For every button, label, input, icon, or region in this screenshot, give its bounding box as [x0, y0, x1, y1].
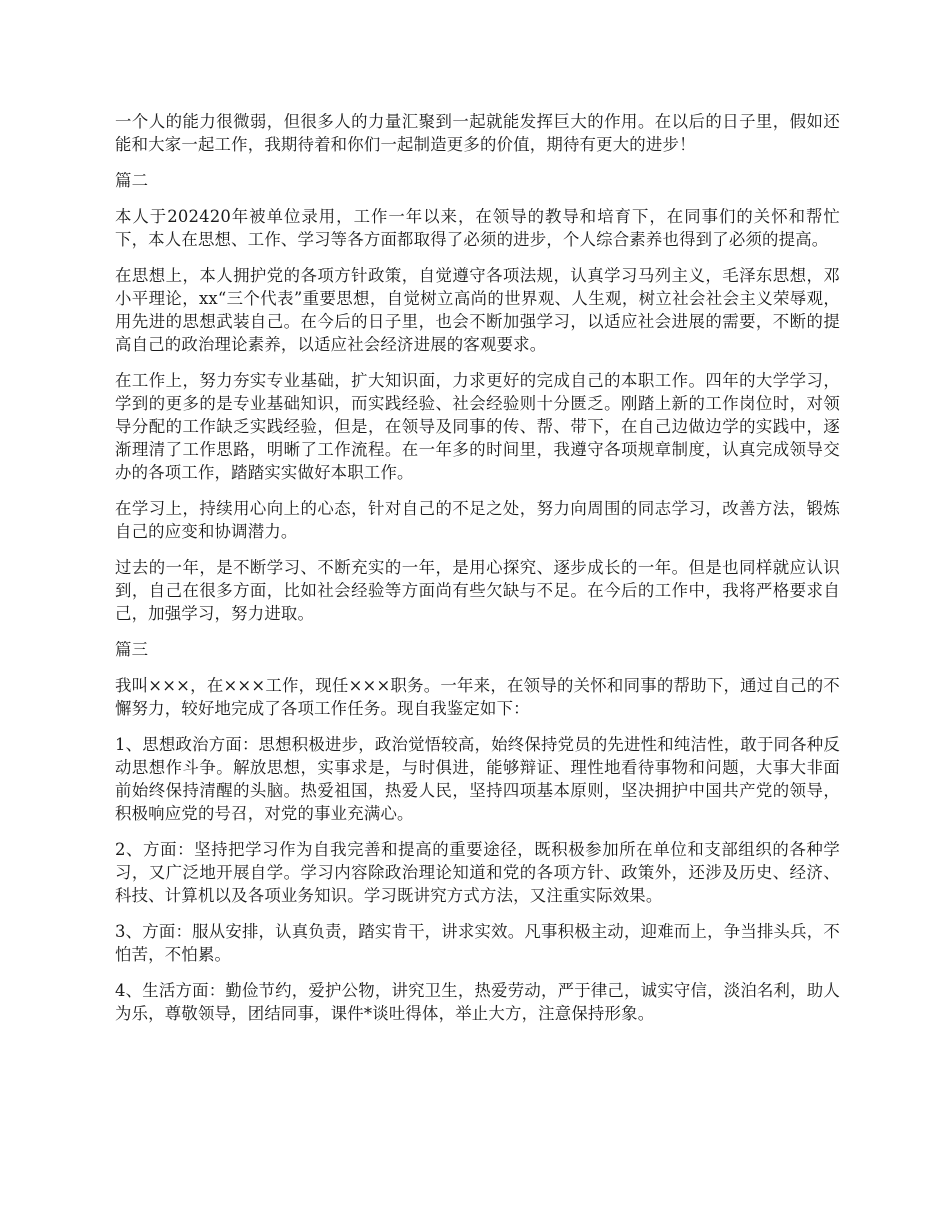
section-heading-part-three: 篇三	[115, 640, 149, 659]
document-body	[115, 110, 840, 1038]
paragraph-work: 在工作上，努力夯实专业基础，扩大知识面，力求更好的完成自己的本职工作。四年的大学学习，学到的更多的是专业基础知识，而实践经验、社会经验则十分匮乏。刚踏上新的工作岗位时，对领导分配的工作缺乏实践经验，但是，在领导及同事的传、帮、带下，在自己边做边学的实践中，逐渐理清了工作思路，明晰了工作流程。在一年多的时间里，我遵守各项规章制度，认真完成领导交办的各项工作，踏踏实实做好本职工作。	[115, 371, 840, 482]
paragraph-item-2-learning: 2、方面：坚持把学习作为自我完善和提高的重要途径，既积极参加所在单位和支部组织的各种学习，又广泛地开展自学。学习内容除政治理论知道和党的各项方针、政策外，还涉及历史、经济、科技、计算机以及各项业务知识。学习既讲究方式方法，又注重实际效果。	[115, 840, 840, 905]
paragraph-item-1-politics: 1、思想政治方面：思想积极进步，政治觉悟较高，始终保持党员的先进性和纯洁性，敢于同各种反动思想作斗争。解放思想，实事求是，与时俱进，能够辩证、理性地看待事物和问题，大事大非面前始终保持清醒的头脑。热爱祖国，热爱人民，坚持四项基本原则，坚决拥护中国共产党的领导，积极响应党的号召，对党的事业充满心。	[115, 735, 840, 823]
section-heading-part-two: 篇二	[115, 171, 149, 190]
paragraph-study: 在学习上，持续用心向上的心态，针对自己的不足之处，努力向周围的同志学习，改善方法，锻炼自己的应变和协调潜力。	[115, 499, 840, 541]
paragraph-employment-intro: 本人于202420年被单位录用，工作一年以来，在领导的教导和培育下，在同事们的关怀和帮忙下，本人在思想、工作、学习等各方面都取得了必须的进步，个人综合素养也得到了必须的提高。	[115, 207, 840, 249]
paragraph-thought: 在思想上，本人拥护党的各项方针政策，自觉遵守各项法规，认真学习马列主义，毛泽东思想，邓小平理论，xx“三个代表”重要思想，自觉树立高尚的世界观、人生观，树立社会社会主义荣辱观，用先进的思想武装自己。在今后的日子里，也会不断加强学习，以适应社会进展的需要，不断的提高自己的政治理论素养，以适应社会经济进展的客观要求。	[115, 266, 840, 354]
paragraph-self-intro: 我叫×××，在×××工作，现任×××职务。一年来，在领导的关怀和同事的帮助下，通过自己的不懈努力，较好地完成了各项工作任务。现自我鉴定如下：	[115, 676, 840, 718]
paragraph-closing-intro: 一个人的能力很微弱，但很多人的力量汇聚到一起就能发挥巨大的作用。在以后的日子里，假如还能和大家一起工作，我期待着和你们一起制造更多的价值，期待有更大的进步！	[115, 112, 840, 154]
paragraph-item-3-work: 3、方面：服从安排，认真负责，踏实肯干，讲求实效。凡事积极主动，迎难而上，争当排头兵，不怕苦，不怕累。	[115, 922, 840, 964]
paragraph-summary: 过去的一年，是不断学习、不断充实的一年，是用心探究、逐步成长的一年。但是也同样就应认识到，自己在很多方面，比如社会经验等方面尚有些欠缺与不足。在今后的工作中，我将严格要求自己，加强学习，努力进取。	[115, 558, 840, 623]
paragraph-item-4-life: 4、生活方面：勤俭节约，爱护公物，讲究卫生，热爱劳动，严于律己，诚实守信，淡泊名利，助人为乐，尊敬领导，团结同事，课件*谈吐得体，举止大方，注意保持形象。	[115, 981, 840, 1023]
